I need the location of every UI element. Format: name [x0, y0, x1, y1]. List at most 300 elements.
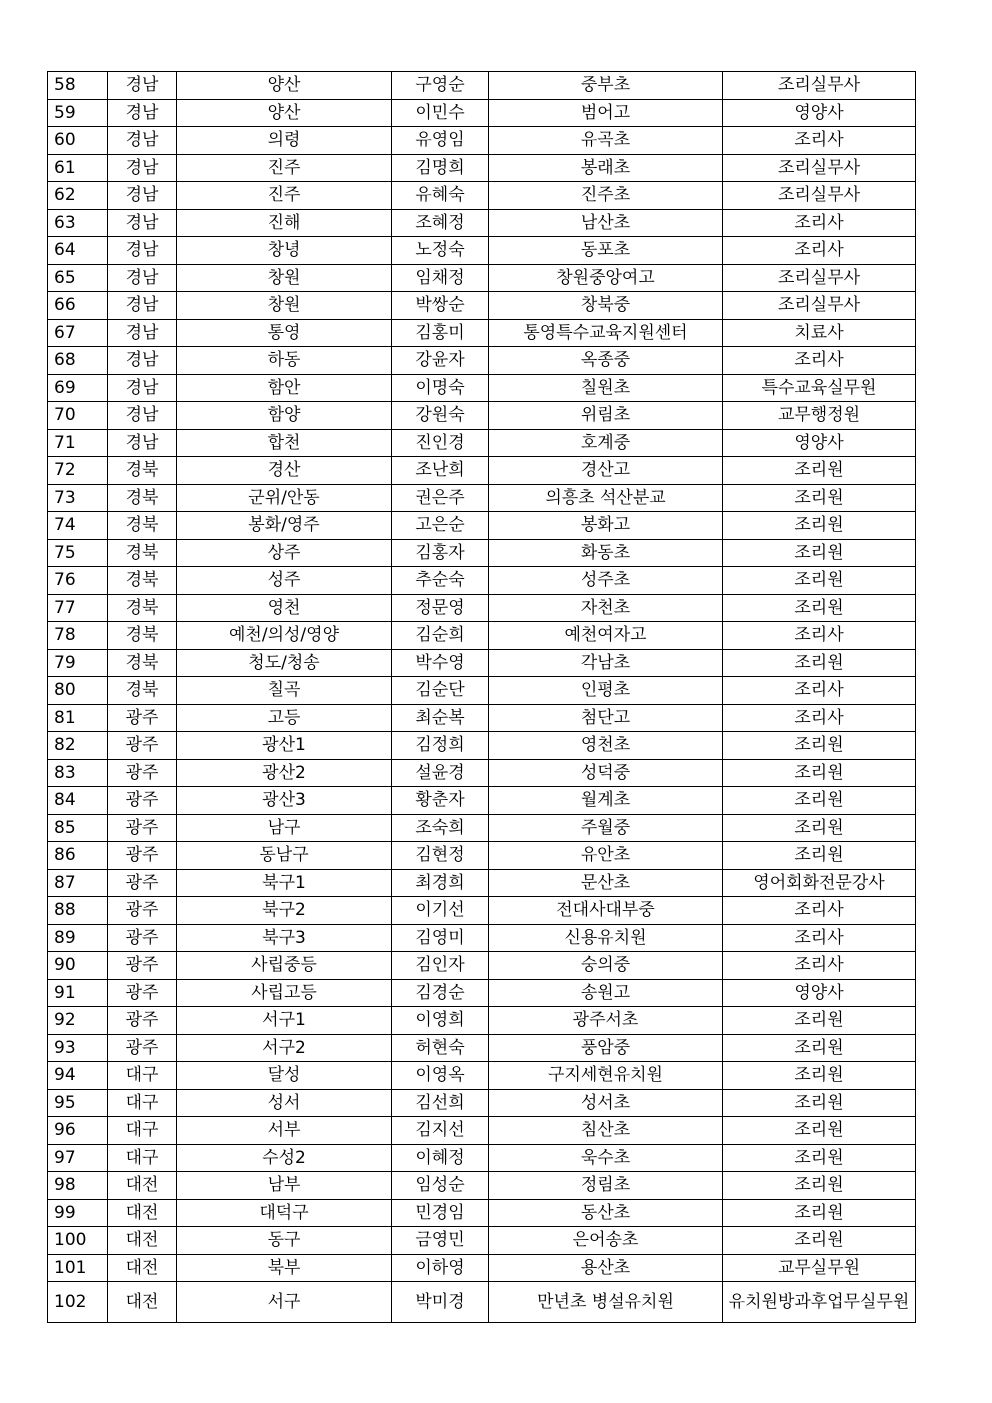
table-row	[48, 1062, 916, 1090]
region-cell: 경남	[108, 319, 177, 347]
region-cell: 광주	[108, 1007, 177, 1035]
row-number-cell: 98	[48, 1172, 108, 1200]
job-title-cell: 조리원	[723, 1117, 916, 1145]
district-cell: 동구	[177, 1227, 392, 1255]
person-name-cell: 이하영	[392, 1254, 489, 1282]
school-cell: 송원고	[489, 979, 723, 1007]
region-cell: 경북	[108, 677, 177, 705]
district-cell: 북구3	[177, 924, 392, 952]
job-title-cell: 조리원	[723, 842, 916, 870]
table-row	[48, 484, 916, 512]
table-row	[48, 952, 916, 980]
table-row	[48, 182, 916, 210]
person-name-cell: 정문영	[392, 594, 489, 622]
table-row	[48, 99, 916, 127]
job-title-cell: 조리원	[723, 484, 916, 512]
region-cell: 광주	[108, 732, 177, 760]
district-cell: 양산	[177, 72, 392, 100]
school-cell: 예천여자고	[489, 622, 723, 650]
row-number-cell: 66	[48, 292, 108, 320]
person-name-cell: 설윤경	[392, 759, 489, 787]
school-cell: 침산초	[489, 1117, 723, 1145]
region-cell: 대구	[108, 1062, 177, 1090]
row-number-cell: 91	[48, 979, 108, 1007]
person-name-cell: 김순희	[392, 622, 489, 650]
district-cell: 진주	[177, 154, 392, 182]
school-cell: 영천초	[489, 732, 723, 760]
school-cell: 창원중앙여고	[489, 264, 723, 292]
school-cell: 은어송초	[489, 1227, 723, 1255]
region-cell: 경남	[108, 402, 177, 430]
job-title-cell: 조리사	[723, 677, 916, 705]
district-cell: 봉화/영주	[177, 512, 392, 540]
person-name-cell: 진인경	[392, 429, 489, 457]
district-cell: 상주	[177, 539, 392, 567]
school-cell: 유곡초	[489, 127, 723, 155]
row-number-cell: 73	[48, 484, 108, 512]
table-row	[48, 567, 916, 595]
row-number-cell: 61	[48, 154, 108, 182]
job-title-cell: 영양사	[723, 979, 916, 1007]
roster-table	[47, 71, 916, 1323]
region-cell: 경남	[108, 347, 177, 375]
district-cell: 서구1	[177, 1007, 392, 1035]
person-name-cell: 추순숙	[392, 567, 489, 595]
school-cell: 풍암중	[489, 1034, 723, 1062]
row-number-cell: 71	[48, 429, 108, 457]
row-number-cell: 92	[48, 1007, 108, 1035]
person-name-cell: 황춘자	[392, 787, 489, 815]
district-cell: 사립고등	[177, 979, 392, 1007]
job-title-cell: 조리실무사	[723, 182, 916, 210]
region-cell: 경남	[108, 237, 177, 265]
region-cell: 광주	[108, 787, 177, 815]
district-cell: 진주	[177, 182, 392, 210]
school-cell: 봉래초	[489, 154, 723, 182]
school-cell: 인평초	[489, 677, 723, 705]
district-cell: 수성2	[177, 1144, 392, 1172]
person-name-cell: 강윤자	[392, 347, 489, 375]
district-cell: 서부	[177, 1117, 392, 1145]
job-title-cell: 조리실무사	[723, 292, 916, 320]
school-cell: 통영특수교육지원센터	[489, 319, 723, 347]
job-title-cell: 유치원방과후업무실무원	[723, 1282, 916, 1323]
region-cell: 경남	[108, 264, 177, 292]
job-title-cell: 조리원	[723, 1172, 916, 1200]
table-row	[48, 677, 916, 705]
region-cell: 대전	[108, 1172, 177, 1200]
table-row	[48, 374, 916, 402]
region-cell: 경북	[108, 539, 177, 567]
region-cell: 경남	[108, 72, 177, 100]
school-cell: 창북중	[489, 292, 723, 320]
district-cell: 광산3	[177, 787, 392, 815]
region-cell: 광주	[108, 979, 177, 1007]
table-row	[48, 1089, 916, 1117]
job-title-cell: 조리원	[723, 1199, 916, 1227]
person-name-cell: 조혜정	[392, 209, 489, 237]
district-cell: 달성	[177, 1062, 392, 1090]
row-number-cell: 62	[48, 182, 108, 210]
person-name-cell: 김경순	[392, 979, 489, 1007]
district-cell: 성서	[177, 1089, 392, 1117]
person-name-cell: 고은순	[392, 512, 489, 540]
region-cell: 경남	[108, 127, 177, 155]
roster-body	[48, 72, 916, 1323]
row-number-cell: 89	[48, 924, 108, 952]
job-title-cell: 치료사	[723, 319, 916, 347]
district-cell: 영천	[177, 594, 392, 622]
row-number-cell: 70	[48, 402, 108, 430]
person-name-cell: 임성순	[392, 1172, 489, 1200]
row-number-cell: 65	[48, 264, 108, 292]
region-cell: 경북	[108, 594, 177, 622]
job-title-cell: 교무행정원	[723, 402, 916, 430]
table-row	[48, 319, 916, 347]
region-cell: 대구	[108, 1144, 177, 1172]
person-name-cell: 김정희	[392, 732, 489, 760]
district-cell: 합천	[177, 429, 392, 457]
job-title-cell: 조리사	[723, 704, 916, 732]
region-cell: 광주	[108, 869, 177, 897]
school-cell: 유안초	[489, 842, 723, 870]
person-name-cell: 최순복	[392, 704, 489, 732]
job-title-cell: 조리원	[723, 567, 916, 595]
row-number-cell: 84	[48, 787, 108, 815]
table-row	[48, 842, 916, 870]
job-title-cell: 조리원	[723, 1089, 916, 1117]
district-cell: 성주	[177, 567, 392, 595]
table-row	[48, 457, 916, 485]
row-number-cell: 67	[48, 319, 108, 347]
job-title-cell: 조리원	[723, 539, 916, 567]
region-cell: 경북	[108, 567, 177, 595]
district-cell: 양산	[177, 99, 392, 127]
person-name-cell: 김선희	[392, 1089, 489, 1117]
school-cell: 구지세현유치원	[489, 1062, 723, 1090]
table-row	[48, 814, 916, 842]
school-cell: 봉화고	[489, 512, 723, 540]
region-cell: 경북	[108, 457, 177, 485]
person-name-cell: 유영임	[392, 127, 489, 155]
job-title-cell: 조리원	[723, 512, 916, 540]
person-name-cell: 김명희	[392, 154, 489, 182]
table-row	[48, 1007, 916, 1035]
job-title-cell: 조리원	[723, 1227, 916, 1255]
job-title-cell: 조리원	[723, 1144, 916, 1172]
table-row	[48, 759, 916, 787]
row-number-cell: 59	[48, 99, 108, 127]
school-cell: 화동초	[489, 539, 723, 567]
district-cell: 함안	[177, 374, 392, 402]
job-title-cell: 조리원	[723, 759, 916, 787]
person-name-cell: 김홍미	[392, 319, 489, 347]
region-cell: 경북	[108, 649, 177, 677]
person-name-cell: 최경희	[392, 869, 489, 897]
district-cell: 창원	[177, 264, 392, 292]
region-cell: 경남	[108, 209, 177, 237]
school-cell: 주월중	[489, 814, 723, 842]
job-title-cell: 조리실무사	[723, 154, 916, 182]
table-row	[48, 429, 916, 457]
person-name-cell: 금영민	[392, 1227, 489, 1255]
district-cell: 동남구	[177, 842, 392, 870]
table-row	[48, 979, 916, 1007]
school-cell: 남산초	[489, 209, 723, 237]
row-number-cell: 81	[48, 704, 108, 732]
table-row	[48, 1227, 916, 1255]
row-number-cell: 102	[48, 1282, 108, 1323]
person-name-cell: 조난희	[392, 457, 489, 485]
job-title-cell: 조리원	[723, 594, 916, 622]
table-row	[48, 72, 916, 100]
district-cell: 경산	[177, 457, 392, 485]
person-name-cell: 김현정	[392, 842, 489, 870]
job-title-cell: 조리사	[723, 924, 916, 952]
school-cell: 용산초	[489, 1254, 723, 1282]
table-row	[48, 1282, 916, 1323]
job-title-cell: 조리원	[723, 1062, 916, 1090]
person-name-cell: 강원숙	[392, 402, 489, 430]
person-name-cell: 구영순	[392, 72, 489, 100]
person-name-cell: 허현숙	[392, 1034, 489, 1062]
row-number-cell: 100	[48, 1227, 108, 1255]
school-cell: 동산초	[489, 1199, 723, 1227]
school-cell: 숭의중	[489, 952, 723, 980]
table-row	[48, 1172, 916, 1200]
school-cell: 중부초	[489, 72, 723, 100]
table-row	[48, 732, 916, 760]
table-row	[48, 402, 916, 430]
school-cell: 호계중	[489, 429, 723, 457]
school-cell: 첨단고	[489, 704, 723, 732]
district-cell: 의령	[177, 127, 392, 155]
person-name-cell: 이기선	[392, 897, 489, 925]
row-number-cell: 99	[48, 1199, 108, 1227]
region-cell: 대전	[108, 1227, 177, 1255]
person-name-cell: 민경임	[392, 1199, 489, 1227]
row-number-cell: 88	[48, 897, 108, 925]
region-cell: 광주	[108, 924, 177, 952]
region-cell: 광주	[108, 759, 177, 787]
region-cell: 광주	[108, 897, 177, 925]
table-row	[48, 787, 916, 815]
person-name-cell: 박수영	[392, 649, 489, 677]
school-cell: 위림초	[489, 402, 723, 430]
row-number-cell: 63	[48, 209, 108, 237]
school-cell: 전대사대부중	[489, 897, 723, 925]
school-cell: 성덕중	[489, 759, 723, 787]
region-cell: 경남	[108, 374, 177, 402]
district-cell: 통영	[177, 319, 392, 347]
job-title-cell: 조리사	[723, 347, 916, 375]
region-cell: 대전	[108, 1282, 177, 1323]
table-row	[48, 1144, 916, 1172]
district-cell: 창원	[177, 292, 392, 320]
person-name-cell: 유혜숙	[392, 182, 489, 210]
table-row	[48, 347, 916, 375]
table-row	[48, 1254, 916, 1282]
school-cell: 진주초	[489, 182, 723, 210]
table-row	[48, 264, 916, 292]
region-cell: 광주	[108, 842, 177, 870]
school-cell: 문산초	[489, 869, 723, 897]
school-cell: 성서초	[489, 1089, 723, 1117]
row-number-cell: 86	[48, 842, 108, 870]
row-number-cell: 78	[48, 622, 108, 650]
region-cell: 대전	[108, 1199, 177, 1227]
row-number-cell: 85	[48, 814, 108, 842]
person-name-cell: 이영옥	[392, 1062, 489, 1090]
school-cell: 옥종중	[489, 347, 723, 375]
region-cell: 대전	[108, 1254, 177, 1282]
school-cell: 각남초	[489, 649, 723, 677]
job-title-cell: 조리실무사	[723, 72, 916, 100]
table-row	[48, 512, 916, 540]
job-title-cell: 조리사	[723, 897, 916, 925]
region-cell: 경북	[108, 484, 177, 512]
job-title-cell: 조리사	[723, 237, 916, 265]
table-row	[48, 127, 916, 155]
person-name-cell: 이민수	[392, 99, 489, 127]
row-number-cell: 80	[48, 677, 108, 705]
person-name-cell: 김지선	[392, 1117, 489, 1145]
job-title-cell: 영양사	[723, 99, 916, 127]
job-title-cell: 조리원	[723, 649, 916, 677]
school-cell: 의흥초 석산분교	[489, 484, 723, 512]
school-cell: 월계초	[489, 787, 723, 815]
table-row	[48, 649, 916, 677]
person-name-cell: 김영미	[392, 924, 489, 952]
school-cell: 경산고	[489, 457, 723, 485]
person-name-cell: 이명숙	[392, 374, 489, 402]
job-title-cell: 조리사	[723, 952, 916, 980]
district-cell: 북구2	[177, 897, 392, 925]
job-title-cell: 조리실무사	[723, 264, 916, 292]
school-cell: 자천초	[489, 594, 723, 622]
district-cell: 진해	[177, 209, 392, 237]
row-number-cell: 72	[48, 457, 108, 485]
district-cell: 칠곡	[177, 677, 392, 705]
row-number-cell: 75	[48, 539, 108, 567]
job-title-cell: 조리원	[723, 1007, 916, 1035]
district-cell: 하동	[177, 347, 392, 375]
person-name-cell: 박미경	[392, 1282, 489, 1323]
district-cell: 예천/의성/영양	[177, 622, 392, 650]
row-number-cell: 87	[48, 869, 108, 897]
row-number-cell: 64	[48, 237, 108, 265]
job-title-cell: 영양사	[723, 429, 916, 457]
table-row	[48, 539, 916, 567]
district-cell: 남부	[177, 1172, 392, 1200]
job-title-cell: 조리사	[723, 127, 916, 155]
region-cell: 경남	[108, 99, 177, 127]
table-row	[48, 622, 916, 650]
school-cell: 정림초	[489, 1172, 723, 1200]
district-cell: 군위/안동	[177, 484, 392, 512]
job-title-cell: 조리사	[723, 622, 916, 650]
row-number-cell: 77	[48, 594, 108, 622]
region-cell: 경남	[108, 292, 177, 320]
job-title-cell: 조리원	[723, 787, 916, 815]
school-cell: 칠원초	[489, 374, 723, 402]
region-cell: 경남	[108, 429, 177, 457]
school-cell: 성주초	[489, 567, 723, 595]
region-cell: 광주	[108, 704, 177, 732]
table-row	[48, 704, 916, 732]
district-cell: 창녕	[177, 237, 392, 265]
person-name-cell: 조숙희	[392, 814, 489, 842]
person-name-cell: 임채정	[392, 264, 489, 292]
district-cell: 광산1	[177, 732, 392, 760]
table-row	[48, 209, 916, 237]
person-name-cell: 김홍자	[392, 539, 489, 567]
district-cell: 청도/청송	[177, 649, 392, 677]
person-name-cell: 이혜정	[392, 1144, 489, 1172]
region-cell: 광주	[108, 1034, 177, 1062]
district-cell: 사립중등	[177, 952, 392, 980]
table-row	[48, 1117, 916, 1145]
job-title-cell: 조리원	[723, 457, 916, 485]
table-row	[48, 594, 916, 622]
job-title-cell: 조리사	[723, 209, 916, 237]
row-number-cell: 97	[48, 1144, 108, 1172]
row-number-cell: 82	[48, 732, 108, 760]
table-row	[48, 897, 916, 925]
region-cell: 경북	[108, 512, 177, 540]
job-title-cell: 조리원	[723, 1034, 916, 1062]
region-cell: 경남	[108, 182, 177, 210]
person-name-cell: 김순단	[392, 677, 489, 705]
district-cell: 대덕구	[177, 1199, 392, 1227]
school-cell: 신용유치원	[489, 924, 723, 952]
region-cell: 경남	[108, 154, 177, 182]
row-number-cell: 95	[48, 1089, 108, 1117]
row-number-cell: 96	[48, 1117, 108, 1145]
region-cell: 대구	[108, 1089, 177, 1117]
district-cell: 고등	[177, 704, 392, 732]
table-row	[48, 1199, 916, 1227]
school-cell: 광주서초	[489, 1007, 723, 1035]
row-number-cell: 93	[48, 1034, 108, 1062]
region-cell: 경북	[108, 622, 177, 650]
job-title-cell: 교무실무원	[723, 1254, 916, 1282]
row-number-cell: 90	[48, 952, 108, 980]
district-cell: 북구1	[177, 869, 392, 897]
district-cell: 함양	[177, 402, 392, 430]
person-name-cell: 권은주	[392, 484, 489, 512]
district-cell: 서구2	[177, 1034, 392, 1062]
person-name-cell: 박쌍순	[392, 292, 489, 320]
table-row	[48, 924, 916, 952]
row-number-cell: 83	[48, 759, 108, 787]
row-number-cell: 69	[48, 374, 108, 402]
school-cell: 범어고	[489, 99, 723, 127]
job-title-cell: 영어회화전문강사	[723, 869, 916, 897]
job-title-cell: 특수교육실무원	[723, 374, 916, 402]
job-title-cell: 조리원	[723, 732, 916, 760]
job-title-cell: 조리원	[723, 814, 916, 842]
district-cell: 광산2	[177, 759, 392, 787]
row-number-cell: 101	[48, 1254, 108, 1282]
region-cell: 광주	[108, 814, 177, 842]
table-row	[48, 237, 916, 265]
person-name-cell: 김인자	[392, 952, 489, 980]
row-number-cell: 94	[48, 1062, 108, 1090]
table-row	[48, 1034, 916, 1062]
row-number-cell: 79	[48, 649, 108, 677]
person-name-cell: 이영희	[392, 1007, 489, 1035]
